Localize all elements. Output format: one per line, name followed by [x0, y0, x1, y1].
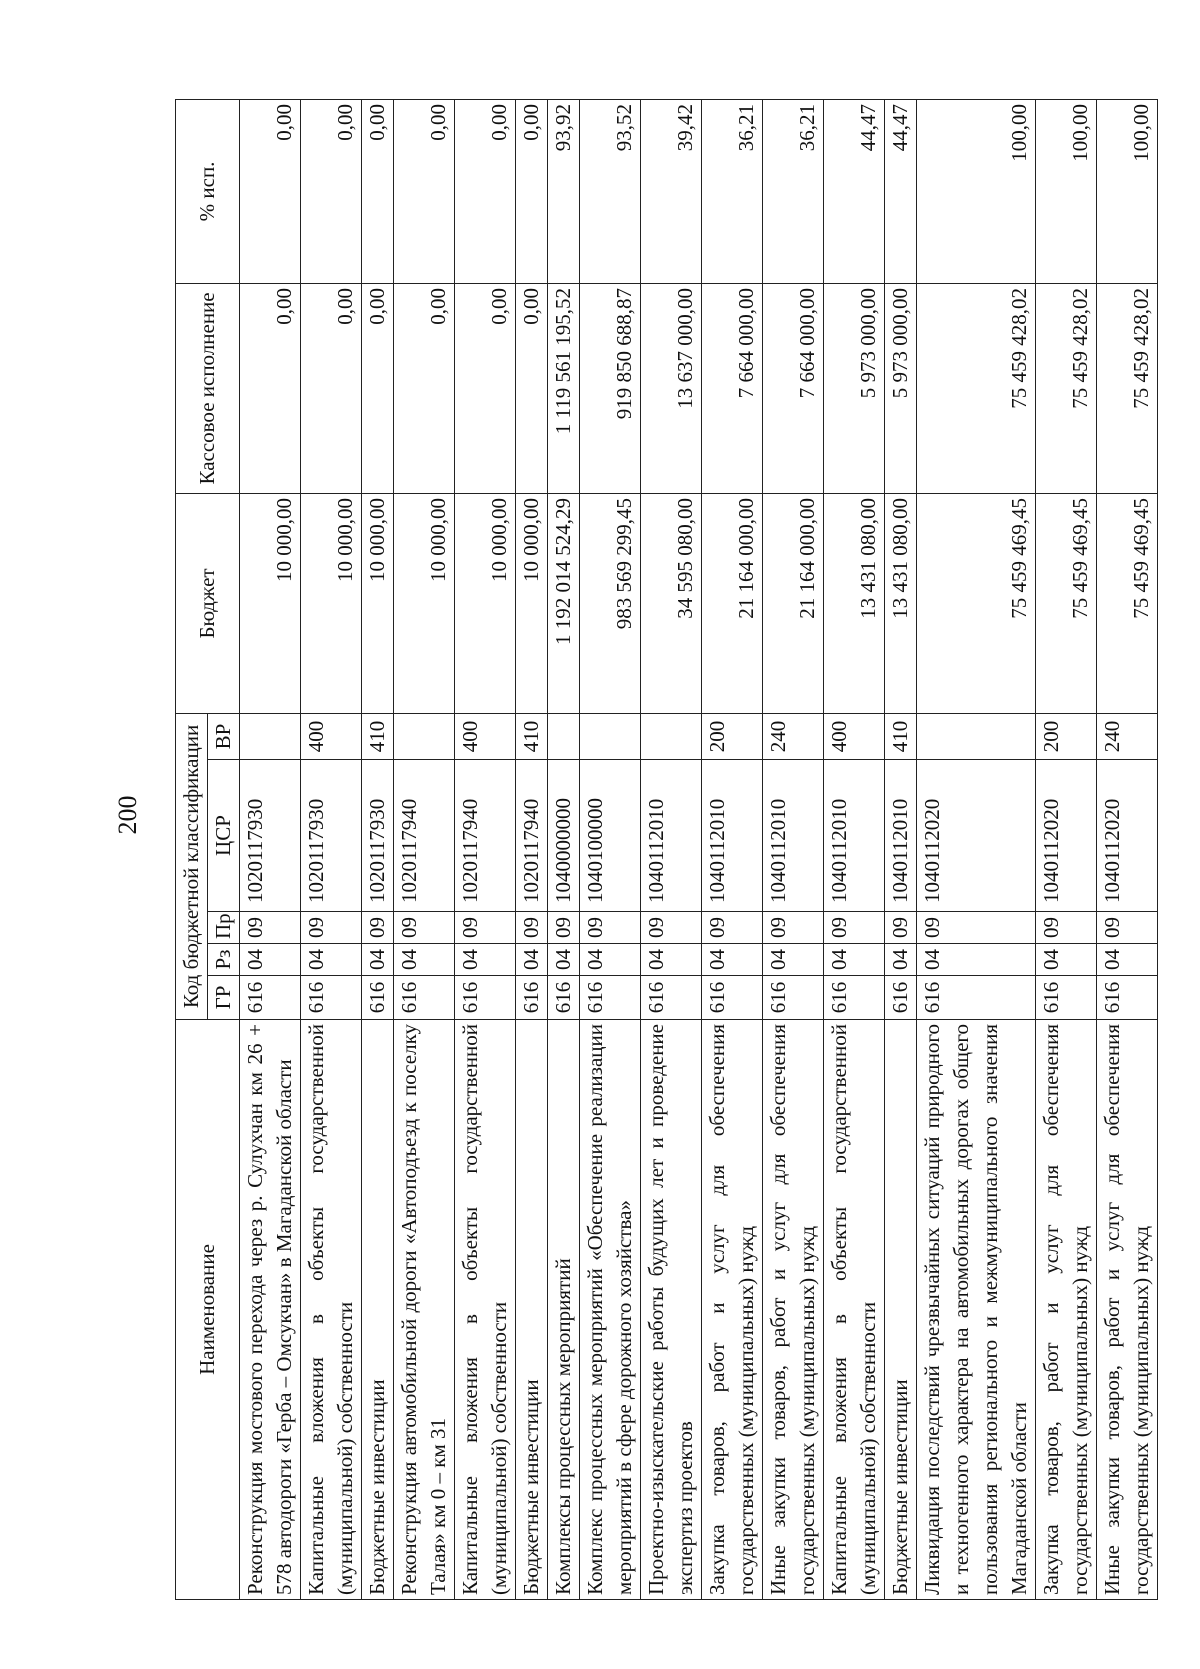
cell-rz: 04: [394, 944, 455, 976]
cell-budget: 75 459 469,45: [1036, 493, 1097, 713]
cell-percent: 100,00: [917, 99, 1036, 283]
cell-vr: [548, 713, 580, 759]
cell-gr: 616: [1036, 976, 1097, 1020]
cell-gr: 616: [548, 976, 580, 1020]
cell-percent: 93,92: [548, 99, 580, 283]
cell-percent: 100,00: [1097, 99, 1158, 283]
cell-gr: 616: [240, 976, 301, 1020]
cell-cash: 75 459 428,02: [1097, 283, 1158, 493]
cell-percent: 44,47: [824, 99, 885, 283]
table-row: [1036, 99, 1097, 1599]
cell-vr: [394, 713, 455, 759]
cell-name: Реконструкция мостового перехода через р. Сулухчан км 26 + 578 автодороги «Герба – Омсукчан» в Магаданской области: [240, 1020, 301, 1600]
cell-rz: 04: [580, 944, 641, 976]
table-row: [240, 99, 301, 1599]
cell-pr: 09: [763, 912, 824, 944]
cell-budget: 13 431 080,00: [885, 493, 917, 713]
table-row: [516, 99, 548, 1599]
cell-gr: 616: [455, 976, 516, 1020]
cell-vr: 410: [516, 713, 548, 759]
cell-csr: 1040112010: [824, 760, 885, 912]
cell-name: Бюджетные инвестиции: [885, 1020, 917, 1600]
cell-vr: [917, 713, 1036, 759]
cell-name: Бюджетные инвестиции: [362, 1020, 394, 1600]
cell-pr: 09: [702, 912, 763, 944]
cell-rz: 04: [1036, 944, 1097, 976]
cell-vr: 240: [1097, 713, 1158, 759]
header-cash: Кассовое исполнение: [176, 283, 240, 493]
table-row: [1097, 99, 1158, 1599]
cell-budget: 10 000,00: [362, 493, 394, 713]
cell-cash: 0,00: [455, 283, 516, 493]
cell-cash: 919 850 688,87: [580, 283, 641, 493]
cell-cash: 7 664 000,00: [763, 283, 824, 493]
cell-pr: 09: [455, 912, 516, 944]
cell-csr: 1020117930: [301, 760, 362, 912]
cell-pr: 09: [301, 912, 362, 944]
cell-name: Бюджетные инвестиции: [516, 1020, 548, 1600]
cell-rz: 04: [240, 944, 301, 976]
cell-pr: 09: [885, 912, 917, 944]
cell-cash: 1 119 561 195,52: [548, 283, 580, 493]
cell-budget: 10 000,00: [455, 493, 516, 713]
cell-name: Ликвидация последствий чрезвычайных ситуаций природного и техногенного характера на автомобильных дорогах общего пользования регионального и межмуниципального значения Магаданской области: [917, 1020, 1036, 1600]
cell-gr: 616: [580, 976, 641, 1020]
cell-rz: 04: [885, 944, 917, 976]
cell-csr: 1020117940: [516, 760, 548, 912]
table-header: [176, 99, 240, 1599]
cell-cash: 5 973 000,00: [885, 283, 917, 493]
cell-rz: 04: [548, 944, 580, 976]
cell-budget: 983 569 299,45: [580, 493, 641, 713]
cell-vr: 410: [362, 713, 394, 759]
cell-gr: 616: [1097, 976, 1158, 1020]
cell-pr: 09: [1097, 912, 1158, 944]
cell-pr: 09: [516, 912, 548, 944]
header-budget: Бюджет: [176, 493, 240, 713]
cell-rz: 04: [516, 944, 548, 976]
cell-percent: 0,00: [394, 99, 455, 283]
cell-budget: 13 431 080,00: [824, 493, 885, 713]
cell-budget: 75 459 469,45: [1097, 493, 1158, 713]
cell-gr: 616: [641, 976, 702, 1020]
cell-csr: 1040112020: [1036, 760, 1097, 912]
table-row: [394, 99, 455, 1599]
table-row: [580, 99, 641, 1599]
cell-name: Закупка товаров, работ и услуг для обеспечения государственных (муниципальных) нужд: [1036, 1020, 1097, 1600]
cell-vr: 400: [301, 713, 362, 759]
cell-gr: 616: [702, 976, 763, 1020]
cell-gr: 616: [362, 976, 394, 1020]
cell-csr: 1040112010: [702, 760, 763, 912]
cell-pr: 09: [1036, 912, 1097, 944]
cell-budget: 21 164 000,00: [702, 493, 763, 713]
header-code-group: Код бюджетной классификации: [176, 713, 208, 1019]
cell-budget: 10 000,00: [301, 493, 362, 713]
cell-cash: 75 459 428,02: [917, 283, 1036, 493]
rotated-table-container: [175, 100, 1153, 1600]
cell-csr: 1020117930: [240, 760, 301, 912]
cell-cash: 7 664 000,00: [702, 283, 763, 493]
cell-percent: 36,21: [702, 99, 763, 283]
cell-rz: 04: [702, 944, 763, 976]
cell-csr: 1020117940: [455, 760, 516, 912]
cell-pr: 09: [548, 912, 580, 944]
cell-rz: 04: [824, 944, 885, 976]
table-row: [702, 99, 763, 1599]
table-body: [240, 99, 1158, 1599]
cell-pr: 09: [580, 912, 641, 944]
cell-rz: 04: [362, 944, 394, 976]
cell-vr: 200: [702, 713, 763, 759]
cell-percent: 0,00: [455, 99, 516, 283]
cell-rz: 04: [455, 944, 516, 976]
cell-csr: 1040112010: [763, 760, 824, 912]
cell-cash: 13 637 000,00: [641, 283, 702, 493]
cell-percent: 0,00: [240, 99, 301, 283]
cell-name: Капитальные вложения в объекты государственной (муниципальной) собственности: [455, 1020, 516, 1600]
cell-vr: 400: [455, 713, 516, 759]
cell-rz: 04: [1097, 944, 1158, 976]
cell-name: Комплексы процессных мероприятий: [548, 1020, 580, 1600]
table-row: [917, 99, 1036, 1599]
header-gr: ГР: [208, 976, 240, 1020]
table-row: [362, 99, 394, 1599]
cell-name: Реконструкция автомобильной дороги «Автоподъезд к поселку Талая» км 0 – км 31: [394, 1020, 455, 1600]
cell-gr: 616: [394, 976, 455, 1020]
cell-vr: [580, 713, 641, 759]
header-vr: ВР: [208, 713, 240, 759]
cell-percent: 36,21: [763, 99, 824, 283]
header-percent: % исп.: [176, 99, 240, 283]
table-row: [824, 99, 885, 1599]
cell-percent: 44,47: [885, 99, 917, 283]
cell-vr: 240: [763, 713, 824, 759]
cell-cash: 0,00: [516, 283, 548, 493]
cell-budget: 21 164 000,00: [763, 493, 824, 713]
cell-percent: 0,00: [301, 99, 362, 283]
cell-pr: 09: [917, 912, 1036, 944]
header-name: Наименование: [176, 1020, 240, 1600]
cell-csr: 1040112010: [885, 760, 917, 912]
cell-rz: 04: [641, 944, 702, 976]
cell-gr: 616: [301, 976, 362, 1020]
cell-percent: 93,52: [580, 99, 641, 283]
cell-cash: 5 973 000,00: [824, 283, 885, 493]
cell-vr: [641, 713, 702, 759]
cell-csr: 1040112020: [917, 760, 1036, 912]
cell-rz: 04: [301, 944, 362, 976]
cell-percent: 100,00: [1036, 99, 1097, 283]
table-row: [301, 99, 362, 1599]
header-csr: ЦСР: [208, 760, 240, 912]
cell-vr: 400: [824, 713, 885, 759]
cell-pr: 09: [362, 912, 394, 944]
cell-cash: 0,00: [240, 283, 301, 493]
cell-vr: 410: [885, 713, 917, 759]
cell-csr: 1020117940: [394, 760, 455, 912]
page-number: 200: [113, 795, 142, 835]
cell-cash: 75 459 428,02: [1036, 283, 1097, 493]
cell-csr: 1040112010: [641, 760, 702, 912]
cell-budget: 10 000,00: [516, 493, 548, 713]
cell-pr: 09: [824, 912, 885, 944]
table-row: [885, 99, 917, 1599]
cell-budget: 10 000,00: [240, 493, 301, 713]
cell-rz: 04: [917, 944, 1036, 976]
table-row: [641, 99, 702, 1599]
cell-gr: 616: [516, 976, 548, 1020]
cell-vr: [240, 713, 301, 759]
table-row: [455, 99, 516, 1599]
cell-csr: 1040100000: [580, 760, 641, 912]
cell-vr: 200: [1036, 713, 1097, 759]
cell-csr: 1040000000: [548, 760, 580, 912]
cell-budget: 34 595 080,00: [641, 493, 702, 713]
cell-budget: 1 192 014 524,29: [548, 493, 580, 713]
cell-budget: 75 459 469,45: [917, 493, 1036, 713]
header-rz: Рз: [208, 944, 240, 976]
cell-budget: 10 000,00: [394, 493, 455, 713]
cell-percent: 0,00: [362, 99, 394, 283]
header-pr: Пр: [208, 912, 240, 944]
table-row: [763, 99, 824, 1599]
cell-name: Капитальные вложения в объекты государственной (муниципальной) собственности: [824, 1020, 885, 1600]
cell-name: Капитальные вложения в объекты государственной (муниципальной) собственности: [301, 1020, 362, 1600]
cell-csr: 1020117930: [362, 760, 394, 912]
cell-name: Иные закупки товаров, работ и услуг для обеспечения государственных (муниципальных) нужд: [1097, 1020, 1158, 1600]
cell-name: Комплекс процессных мероприятий «Обеспечение реализации мероприятий в сфере дорожного хозяйства»: [580, 1020, 641, 1600]
cell-name: Закупка товаров, работ и услуг для обеспечения государственных (муниципальных) нужд: [702, 1020, 763, 1600]
cell-rz: 04: [763, 944, 824, 976]
cell-name: Проектно-изыскательские работы будущих лет и проведение экспертиз проектов: [641, 1020, 702, 1600]
cell-pr: 09: [394, 912, 455, 944]
cell-gr: 616: [824, 976, 885, 1020]
cell-csr: 1040112020: [1097, 760, 1158, 912]
cell-cash: 0,00: [394, 283, 455, 493]
cell-cash: 0,00: [301, 283, 362, 493]
table-row: [548, 99, 580, 1599]
cell-pr: 09: [240, 912, 301, 944]
cell-percent: 0,00: [516, 99, 548, 283]
cell-percent: 39,42: [641, 99, 702, 283]
cell-cash: 0,00: [362, 283, 394, 493]
cell-gr: 616: [885, 976, 917, 1020]
cell-pr: 09: [641, 912, 702, 944]
cell-name: Иные закупки товаров, работ и услуг для обеспечения государственных (муниципальных) нужд: [763, 1020, 824, 1600]
budget-table: [175, 99, 1158, 1600]
cell-gr: 616: [917, 976, 1036, 1020]
cell-gr: 616: [763, 976, 824, 1020]
